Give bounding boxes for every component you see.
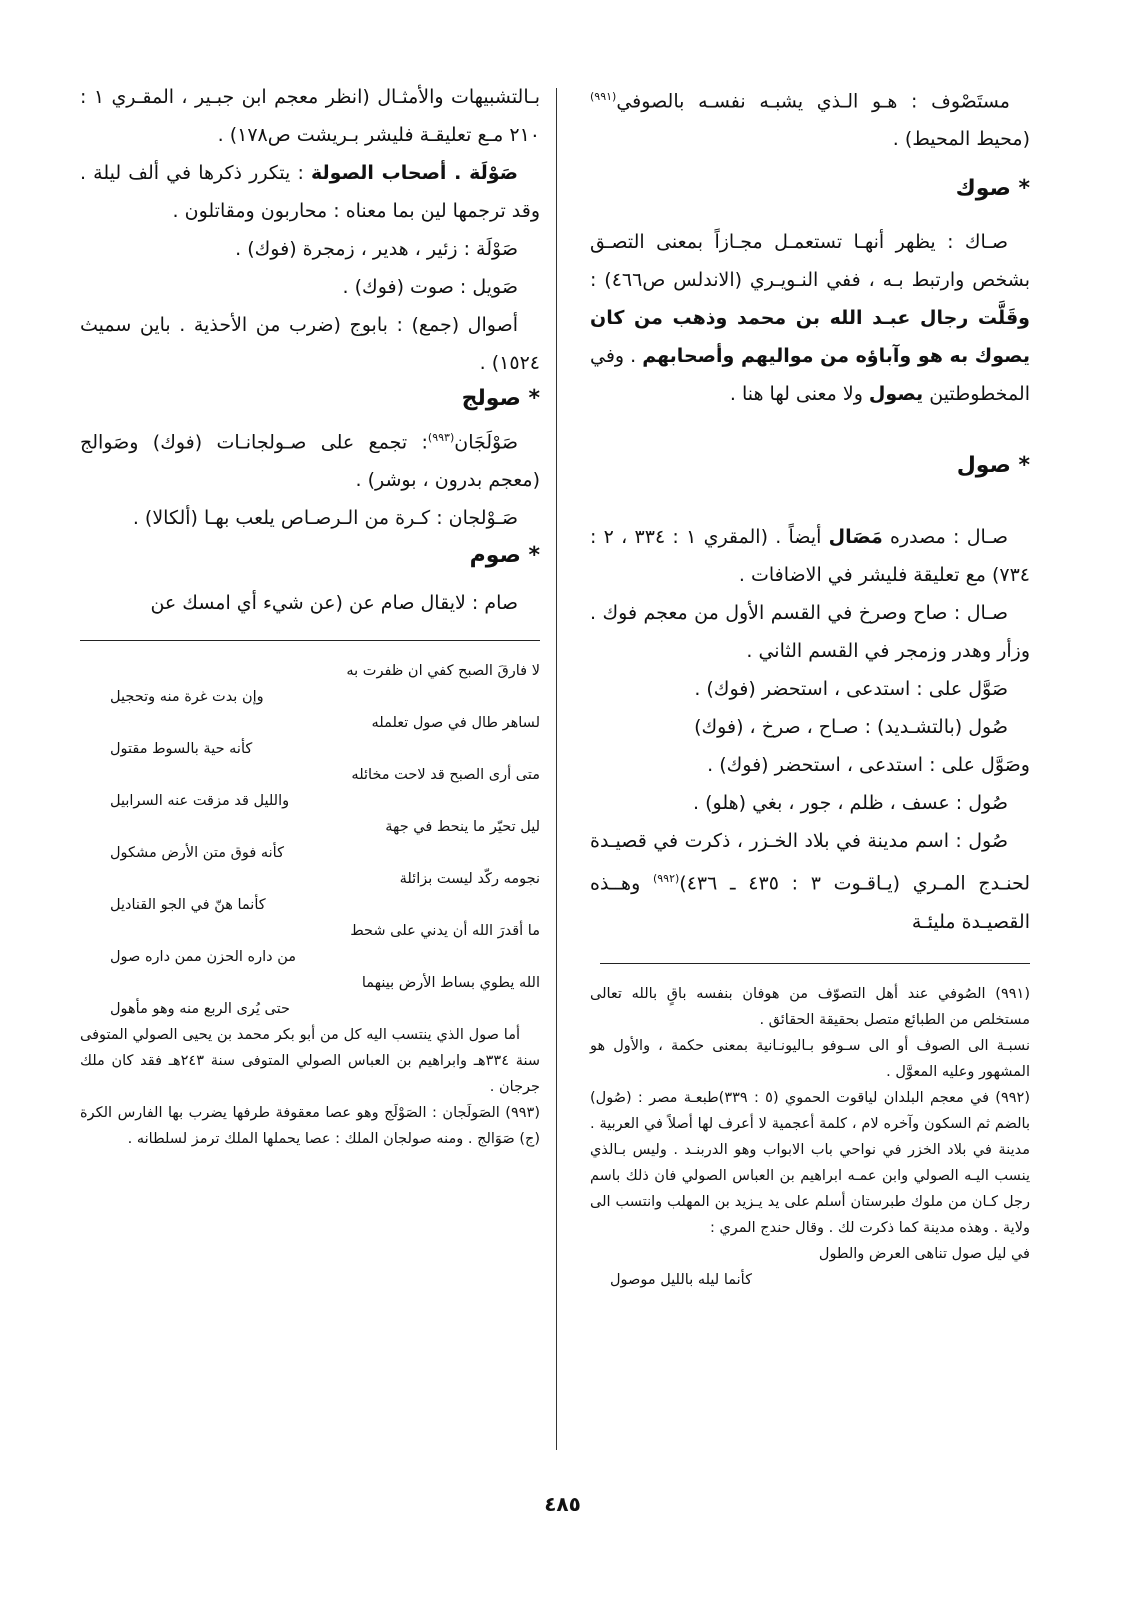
heading-sok: * صوك xyxy=(955,176,1030,202)
verse-4-second: والليل قد مزقت عنه السرابيل xyxy=(110,793,290,810)
quotation: وقَلَّت رجال عبـد الله بن محمد وذهب من كان يصوك به هو وآباؤه من مواليهم وأصحابهم xyxy=(590,307,1030,368)
verse-8-second: حتى يُرى الربع منه وهو مأهول xyxy=(110,1001,290,1018)
entry-sul-1: صُول (بالتشـديد) : صـاح ، صرخ ، (فوك) xyxy=(694,716,1008,739)
footnote-ref-993: (٩٩٣) xyxy=(427,431,455,444)
verse-5-first: ليل تحيّر ما ينحط في جهة xyxy=(385,819,540,836)
entry-continued: بـالتشبيهات والأمثـال (انظر معجم ابن جبـير ، المقـري ١ : ٢١٠ مـع تعليقـة فليشر بـريشت ص١٧٨) . xyxy=(80,86,540,146)
verse-5-second: كأنه فوق متن الأرض مشكول xyxy=(110,845,284,862)
verse-2-first: لا فارقَ الصبح كفي ان ظفرت به xyxy=(346,663,540,680)
headword: مَصَال xyxy=(828,526,883,549)
page-number: ٤٨٥ xyxy=(544,1492,581,1516)
footnote-993: (٩٩٣) الصَولَجان : الصَوْلَج وهو عصا معقوفة طرفها يضرب بها الفارس الكرة (ج) صَوَالج . ومنه صولجان الملك : عصا يحملها الملك ترمز لسلطانه . xyxy=(80,1105,540,1148)
verse-7-first: ما أقدرَ الله أن يدني على شحط xyxy=(350,923,540,940)
entry-text: ولا معنى لها هنا . xyxy=(729,383,869,406)
footnote-991-b: نسبـة الى الصوف أو الى سـوفو بـاليونـانية بمعنى حكمة ، والأول هو المشهور وعليه المعوَّل . xyxy=(590,1037,1030,1080)
entry-text: : تجمع على صـولجانـات (فوك) وصَوالج (معجم بدرون ، بوشر) . xyxy=(80,431,540,492)
entry-sul-3 xyxy=(590,822,1030,940)
footnote-rule xyxy=(600,963,1030,964)
entry-text: صـال : مصدره xyxy=(882,526,1008,549)
entry-text: صُول : اسم مدينة في بلاد الخـزر ، ذكرت في قصيـدة لحنـدج المـري (يـاقـوت ٣ : ٤٣٥ ـ ٤٣٦) xyxy=(590,830,1030,895)
entry-sawla-2: صَوْلَة : زئير ، هدير ، زمجرة (فوك) . xyxy=(235,238,518,260)
entry-aswal: أصوال (جمع) : بابوج (ضرب من الأحذية . باين سميث ١٥٢٤) . xyxy=(80,314,540,374)
heading-som: * صوم xyxy=(469,543,540,569)
entry-sal-2: صـال : صاح وصرخ في القسم الأول من معجم فوك . وزأر وهدر وزمجر في القسم الثاني . xyxy=(590,602,1030,663)
heading-solij: * صولج xyxy=(461,386,540,411)
headword: صَوْلَة . أصحاب الصولة xyxy=(311,162,518,184)
entry-text: : يتكرر ذكرها في ألف ليلة . وقد ترجمها لين بما معناه : محاربون ومقاتلون . xyxy=(80,162,540,222)
heading-sol: * صول xyxy=(956,453,1030,479)
verse-1-second: كأنما ليله بالليل موصول xyxy=(610,1271,752,1288)
entry-sak xyxy=(590,223,1030,413)
verse-8-first: الله يطوي بساط الأرض بينهما xyxy=(361,975,540,992)
entry-sawla-1 xyxy=(80,154,540,230)
verse-7-second: من داره الحزن ممن داره صول xyxy=(110,949,297,966)
entry-text: أيضاً . (المقري ١ : ٣٣٤ ، ٢ : ٧٣٤) مع تعليقة فليشر في الاضافات . xyxy=(590,526,1030,587)
footnote-rule-wrap xyxy=(590,941,1030,981)
left-column xyxy=(80,78,540,1152)
entry-sawwal-2: وصَوَّل على : استدعى ، استحضر (فوك) . xyxy=(707,754,1030,777)
verse-3-first: لساهر طال في صول تعلمله xyxy=(371,715,540,732)
entry-mustaswif xyxy=(590,78,1030,158)
footnote-rule xyxy=(80,640,540,641)
right-column xyxy=(590,78,1030,1293)
variant-word: يصول xyxy=(868,383,924,406)
footnote-991-a: (٩٩١) الصُوفي عند أهل التصوّف من هوفان بنفسه باقٍ بالله تعالى مستخلص من الطبائع متصل بحقيقة الحقائق . xyxy=(590,985,1030,1028)
entry-source: (محيط المحيط) . xyxy=(892,128,1030,151)
column-divider xyxy=(556,88,557,1450)
footnote-ref-991: (٩٩١) xyxy=(590,90,617,103)
entry-sal-1 xyxy=(590,518,1030,594)
entry-text: وهــذه القصيـدة مليئـة xyxy=(590,872,1030,933)
verse-6-second: كأنما هنّ في الجو القناديل xyxy=(110,897,266,914)
footnote-ref-992: (٩٩٢) xyxy=(652,872,680,886)
entry-sawwal-1: صَوَّل على : استدعى ، استحضر (فوك) . xyxy=(694,678,1008,701)
entry-text: مستَصْوف : هـو الـذي يشبـه نفسـه بالصوفي xyxy=(616,90,1010,113)
verse-6-first: نجومه ركّد ليست بزائلة xyxy=(399,871,540,888)
headword: صَوْلَجَان xyxy=(454,431,518,454)
entry-sul-2: صُول : عسف ، ظلم ، جور ، بغي (هلو) . xyxy=(693,792,1008,815)
entry-sawlajan-1 xyxy=(80,419,540,499)
entry-sam: صام : لايقال صام عن (عن شيء أي امسك عن xyxy=(150,592,518,615)
verse-2-second: وإن بدت غرة منه وتحجيل xyxy=(110,689,264,706)
entry-text: صـاك : يظهر أنهـا تستعمـل مجـازاً بمعنى التصـق بشخص وارتبط بـه ، ففي النـويـري (الاندلس ص٤٦٦) : xyxy=(590,231,1030,292)
footnote-rule-wrap xyxy=(80,622,540,658)
footnote-992-continued: أما صول الذي ينتسب اليه كل من أبو بكر محمد بن يحيى الصولي المتوفى سنة ٣٣٤هـ وابراهيم بن العباس الصولي المتوفى سنة ٢٤٣هـ فقد كان ملك جرجان . xyxy=(80,1027,540,1096)
verse-4-first: متى أرى الصبح قد لاحت مخائله xyxy=(351,767,540,784)
entry-sawil: صَويل : صوت (فوك) . xyxy=(342,276,518,298)
entry-text: . وفي المخطوطتين xyxy=(590,345,1030,406)
verse-3-second: كأنه حية بالسوط مقتول xyxy=(110,741,253,758)
entry-sawlajan-2: صَـوْلجان : كـرة من الـرصـاص يلعب بهـا (ألكالا) . xyxy=(132,507,518,530)
footnote-992: (٩٩٢) في معجم البلدان لياقوت الحموي (٥ : ٣٣٩)طبعـة مصر : (صُول) بالضم ثم السكون وآخره لام ، كلمة أعجمية لا أعرف لها أصلاً في العربية . مدينة في بلاد الخزر في نواحي باب الابواب وهو الدربنـد . وليس بـالذي ينسب اليـه الصولي وابن عمـه ابراهيم بن العباس الصولي فان ذلك باسم رجل كـان من ملوك طبرستان أسلم على يد يـزيد بن المهلب وانتسب الى ولاية . وهذه مدينة كما ذكرت لك . وقال حندج المري : xyxy=(590,1089,1030,1236)
verse-1-first: في ليل صول تناهى العرض والطول xyxy=(818,1245,1030,1262)
